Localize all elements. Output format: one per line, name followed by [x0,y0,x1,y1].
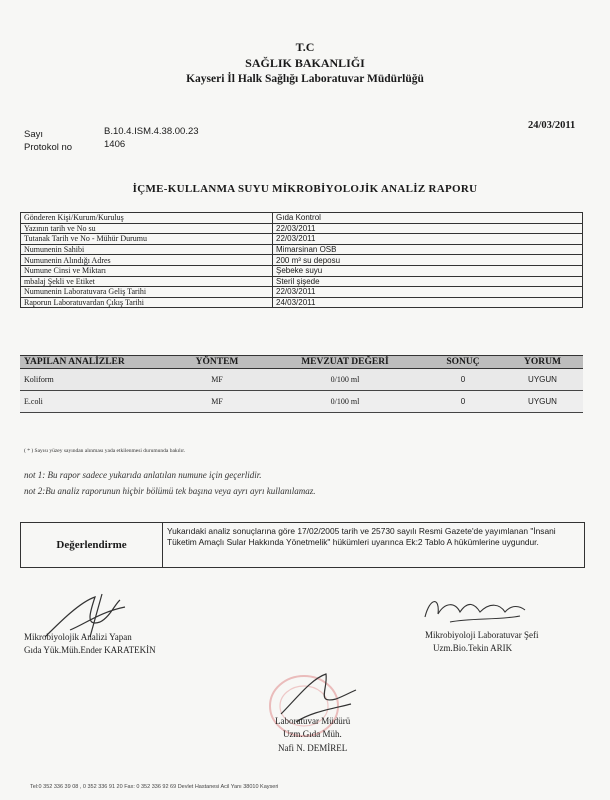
info-row [21,265,583,276]
sample-info-table [20,212,583,308]
protokol-label: Protokol no [24,142,73,153]
sig-center-title: Laboratuvar Müdürü [275,716,351,726]
info-value: 22/03/2011 [273,287,583,298]
info-row [21,255,583,266]
sig-left-title: Mikrobiyolojik Analizi Yapan [24,632,132,642]
info-label: mbalaj Şekli ve Etiket [21,276,273,287]
analysis-comment: UYGUN [502,369,583,391]
info-row [21,244,583,255]
info-label: Numunenin Alındığı Adres [21,255,273,266]
info-row [21,223,583,234]
info-value: Mimarsinan OSB [273,244,583,255]
report-title: İÇME-KULLANMA SUYU MİKROBİYOLOJİK ANALİZ RAPORU [132,183,478,195]
table-row [20,369,583,391]
note-1: not 1: Bu rapor sadece yukarıda anlatılan numune için geçerlidir. [24,470,262,480]
sig-right-name: Uzm.Bio.Tekin ARIK [433,643,513,653]
report-date: 24/03/2011 [528,120,576,131]
info-label: Raporun Laboratuvardan Çıkış Tarihi [21,297,273,308]
info-row [21,287,583,298]
protokol-value: 1406 [104,139,126,150]
info-label: Numunenin Laboratuvara Geliş Tarihi [21,287,273,298]
info-value: Şebeke suyu [273,265,583,276]
footnote: ( * ) Sayısı yüzey sayından alınması yada etkilenmesi durumunda bakılır. [24,448,186,454]
col-method: YÖNTEM [168,356,266,369]
sig-center-sub: Uzm.Gıda Müh. [283,729,342,739]
analysis-result: 0 [424,369,502,391]
info-value: 22/03/2011 [273,234,583,245]
col-result: SONUÇ [424,356,502,369]
sig-left-name: Gıda Yük.Müh.Ender KARATEKİN [24,645,156,655]
evaluation-text: Yukarıdaki analiz sonuçlarına göre 17/02/2005 tarih ve 25730 sayılı Resmi Gazete'de yayımlanan "İnsani Tüketim Amaçlı Sular Hakkında Yönetmelik" hükümleri uyarınca Ek:2 Tablo A hükümlerine uygundur. [167,526,556,547]
analysis-method: MF [168,391,266,413]
analysis-limit: 0/100 ml [266,369,424,391]
evaluation-box [20,522,585,568]
analysis-header-row [20,356,583,369]
header-lab: Kayseri İl Halk Sağlığı Laboratuvar Müdürlüğü [186,73,424,85]
analysis-name: E.coli [20,391,168,413]
evaluation-label-cell [21,523,163,567]
evaluation-label: Değerlendirme [56,539,127,551]
header-ministry: SAĞLIK BAKANLIĞI [245,56,365,70]
col-comment: YORUM [502,356,583,369]
analysis-limit: 0/100 ml [266,391,424,413]
info-label: Gönderen Kişi/Kurum/Kuruluş [21,213,273,224]
info-row [21,297,583,308]
analysis-comment: UYGUN [502,391,583,413]
analysis-table [20,355,583,413]
info-label: Tutanak Tarih ve No - Mühür Durumu [21,234,273,245]
info-label: Yazının tarih ve No su [21,223,273,234]
analysis-method: MF [168,369,266,391]
signature-right-graphic [420,592,530,632]
analysis-name: Koliform [20,369,168,391]
info-value: 200 m³ su deposu [273,255,583,266]
info-value: Gıda Kontrol [273,213,583,224]
analysis-result: 0 [424,391,502,413]
col-analyses: YAPILAN ANALİZLER [20,356,168,369]
col-limit: MEVZUAT DEĞERİ [266,356,424,369]
info-label: Numune Cinsi ve Miktarı [21,265,273,276]
info-value: 24/03/2011 [273,297,583,308]
info-label: Numunenin Sahibi [21,244,273,255]
sayi-label: Sayı [24,129,44,140]
info-row [21,276,583,287]
sayi-value: B.10.4.ISM.4.38.00.23 [104,126,199,137]
info-row [21,213,583,224]
info-row [21,234,583,245]
sig-right-title: Mikrobiyoloji Laboratuvar Şefi [425,630,539,640]
table-row [20,391,583,413]
info-value: 22/03/2011 [273,223,583,234]
info-value: Steril şişede [273,276,583,287]
sig-center-name: Nafi N. DEMİREL [278,743,348,753]
footer-contact: Tel:0 352 336 39 08 , 0 352 336 91 20 Fax: 0 352 336 92 69 Devlet Hastanesi Acil Yanı 38010 Kayseri [30,784,279,790]
note-2: not 2:Bu analiz raporunun hiçbir bölümü tek başına veya ayrı ayrı kullanılamaz. [24,486,316,496]
header-tc: T.C [295,40,315,54]
